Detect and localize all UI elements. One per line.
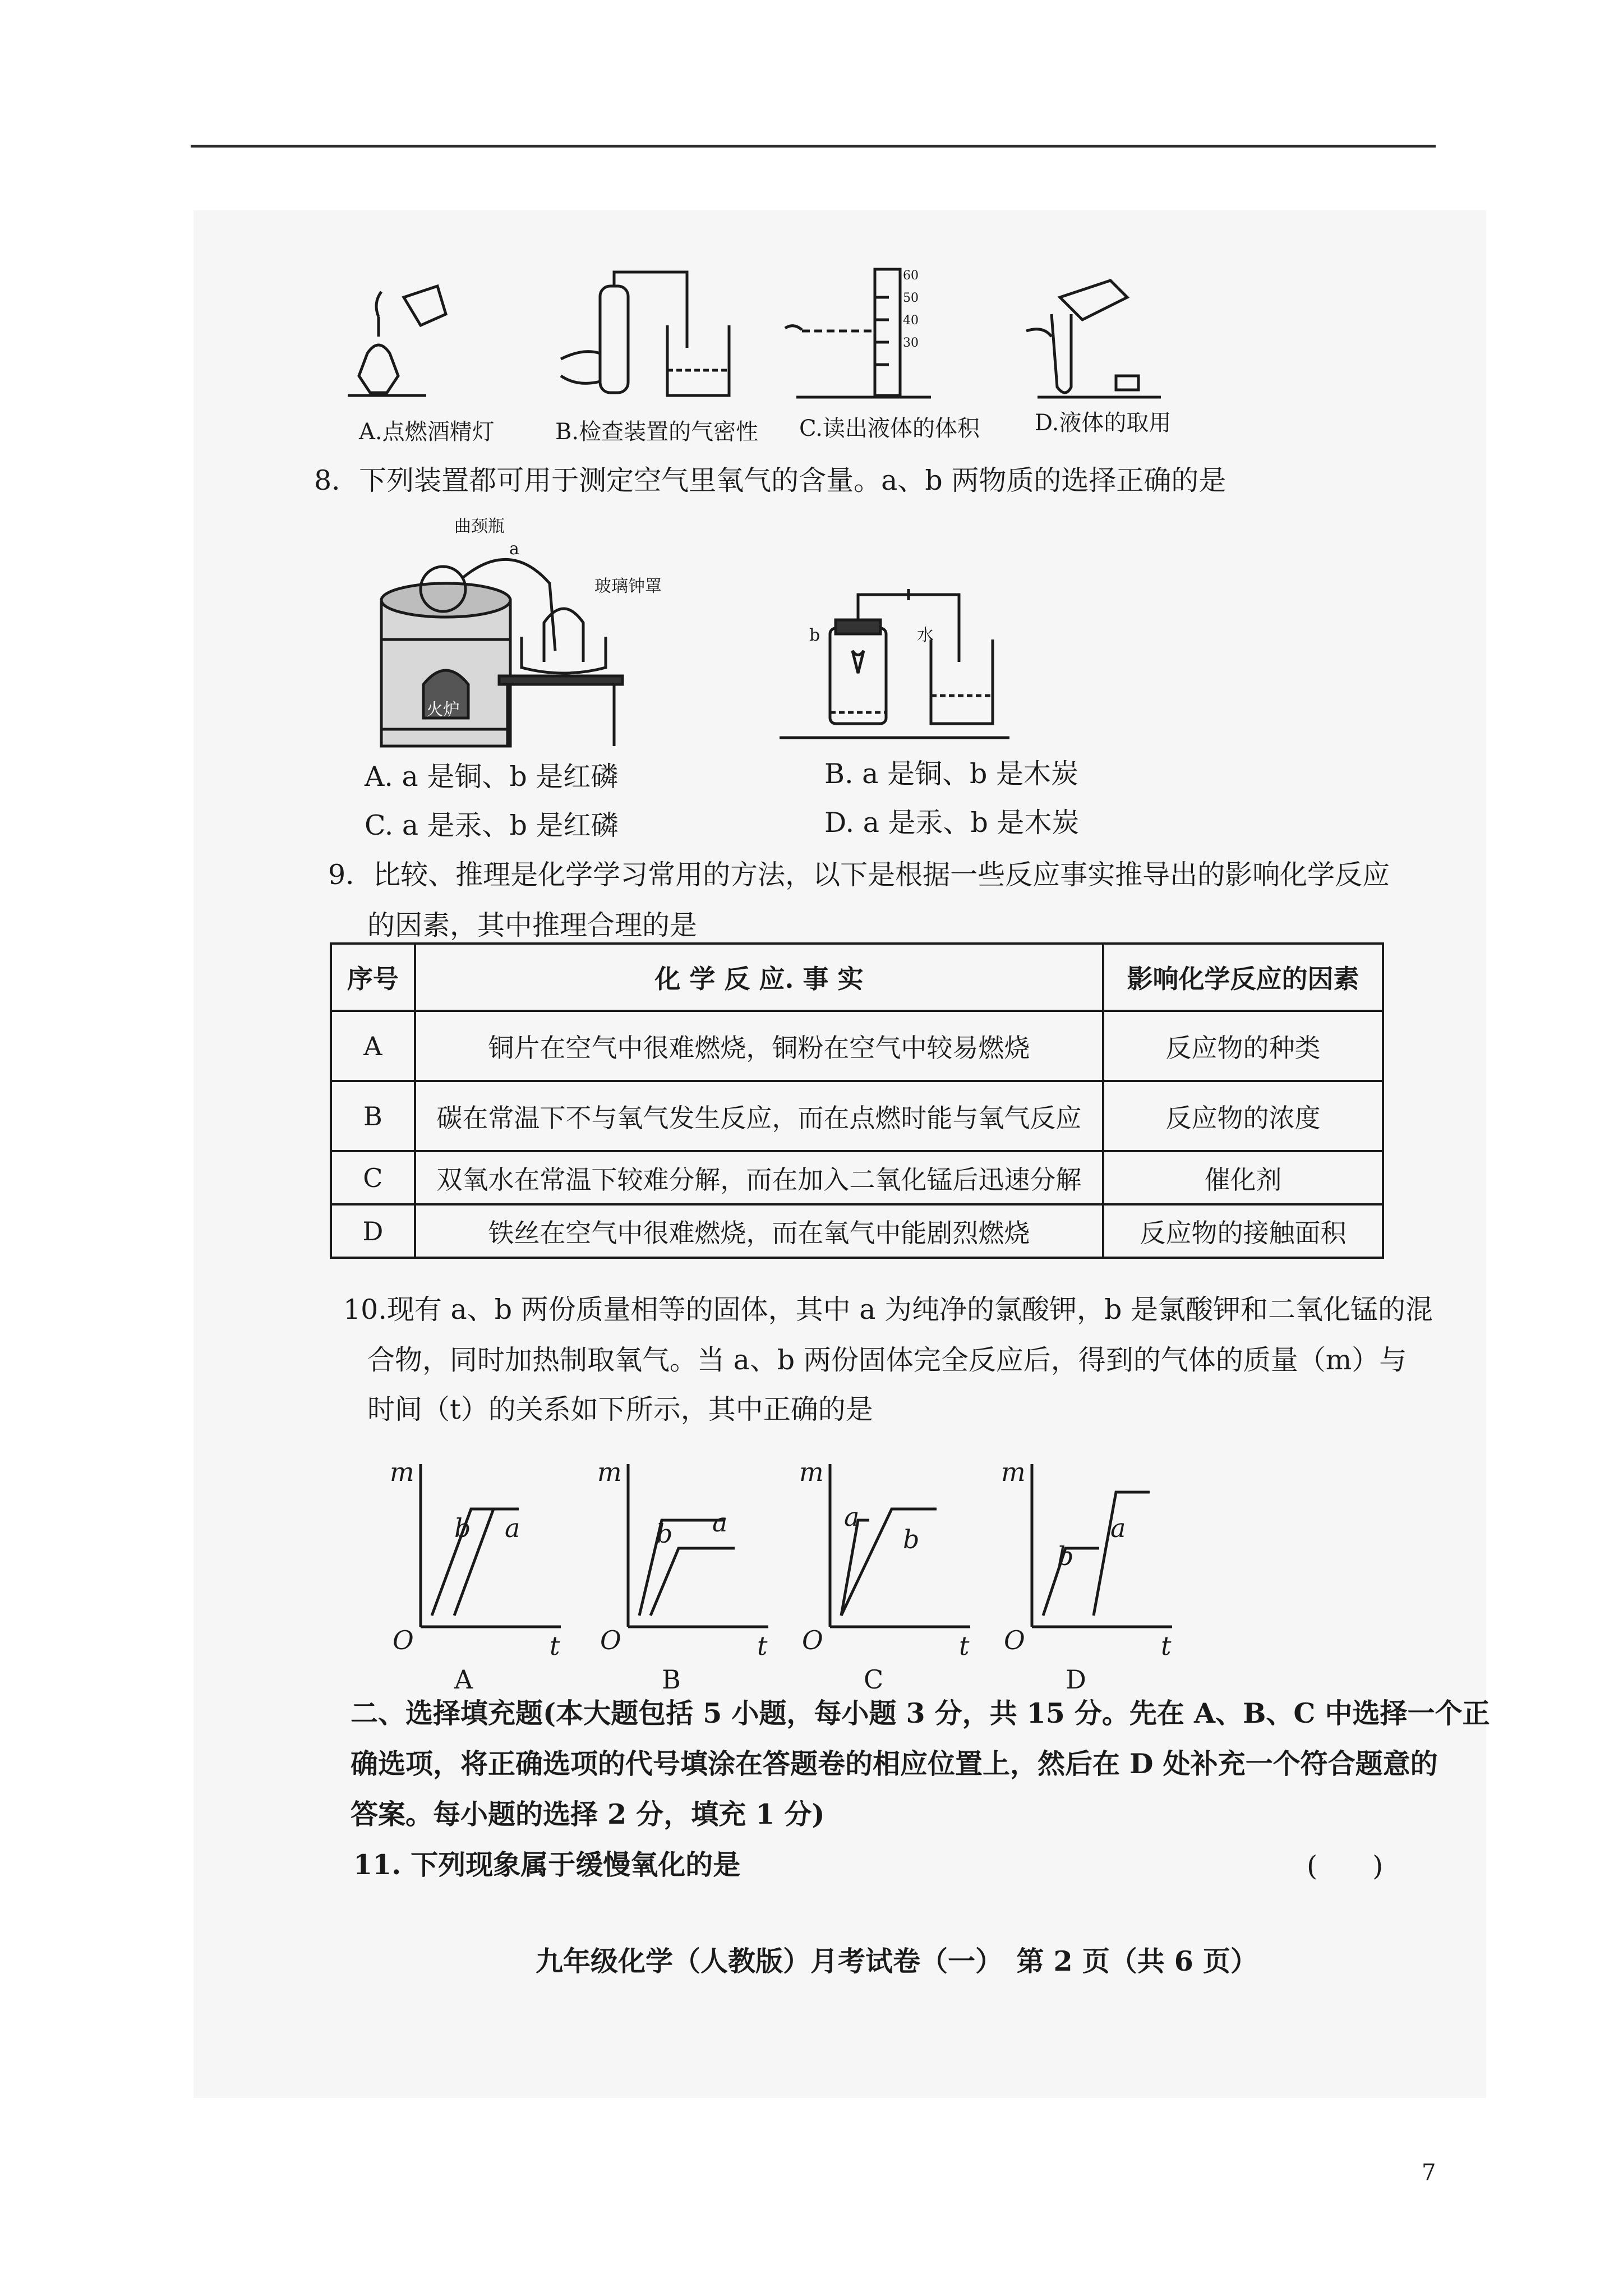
q8-option-a: A. a 是铜、b 是红磷 [365,761,619,793]
alcohol-lamp-icon [348,286,446,395]
answer-bracket: ( ) [1307,1850,1384,1882]
q10-line1: 10.现有 a、b 两份质量相等的固体，其中 a 为纯净的氯酸钾，b 是氯酸钾和二氧化锰的混 [343,1294,1433,1326]
y-axis-label: m [597,1457,622,1487]
row-fact: 铁丝在空气中很难燃烧，而在氧气中能剧烈燃烧 [415,1204,1103,1258]
row-index: A [331,1011,415,1081]
section2-line1: 二、选择填充题(本大题包括 5 小题，每小题 3 分，共 15 分。先在 A、B、C 中选择一个正 [351,1697,1490,1729]
q7-caption-b: B.检查装置的气密性 [555,419,759,445]
x-axis-label: t [757,1631,768,1661]
q11-stem: 11. 下列现象属于缓慢氧化的是 [353,1848,741,1881]
q8-stem: 8．下列装置都可用于测定空气里氧气的含量。a、b 两物质的选择正确的是 [314,464,1227,496]
q10-graphs [387,1447,1217,1694]
header-fact: 化 学 反 应. 事 实 [415,944,1103,1011]
label-a: a [509,539,519,559]
series-b-line [639,1520,723,1616]
row-fact: 双氧水在常温下较难分解，而在加入二氧化锰后迅速分解 [415,1151,1103,1204]
furnace-icon [381,583,510,746]
header-factor: 影响化学反应的因素 [1103,944,1383,1011]
origin-label: O [600,1625,621,1655]
q7-caption-c: C.读出液体的体积 [799,416,980,441]
label-bell-jar: 玻璃钟罩 [594,577,662,596]
graph-option-label: B [662,1664,681,1694]
q9-stem-line2: 的因素，其中推理合理的是 [367,909,698,941]
bell-jar-icon [499,609,623,746]
q8-option-d: D. a 是汞、b 是木炭 [824,807,1080,839]
q9-stem-line1: 9．比较、推理是化学学习常用的方法，以下是根据一些反应事实推导出的影响化学反应 [328,859,1390,891]
label-retort: 曲颈瓶 [454,517,505,536]
series-b-label: b [656,1519,673,1549]
series-a-label: a [1110,1513,1126,1543]
q7-caption-a: A.点燃酒精灯 [359,419,495,445]
table-row [331,1151,1383,1204]
series-a-line [651,1548,735,1616]
cylinder-tick: 40 [903,314,919,328]
header-index: 序号 [331,944,415,1011]
x-axis-label: t [1161,1631,1172,1661]
section2-line2: 确选项，将正确选项的代号填涂在答题卷的相应位置上，然后在 D 处补充一个符合题意的 [351,1747,1438,1780]
cylinder-tick: 60 [903,269,919,283]
graph-option-label: D [1066,1664,1086,1694]
page-number: 7 [1422,2160,1436,2185]
q8-option-b: B. a 是铜、b 是木炭 [824,758,1078,790]
q10-line3: 时间（t）的关系如下所示，其中正确的是 [367,1393,873,1425]
q10-line2: 合物，同时加热制取氧气。当 a、b 两份固体完全反应后，得到的气体的质量（m）与 [367,1344,1407,1376]
series-b-label: b [454,1513,471,1543]
table-row [331,1011,1383,1081]
q7-apparatus-figures [336,264,1211,404]
q7-caption-d: D.液体的取用 [1035,410,1172,436]
origin-label: O [1004,1625,1025,1655]
cylinder-tick: 50 [903,291,919,305]
x-axis-label: t [550,1631,560,1661]
graduated-cylinder-icon [785,269,931,397]
row-index: B [331,1081,415,1151]
row-factor: 催化剂 [1103,1151,1383,1204]
graph-option-label: C [864,1664,884,1694]
q8-option-c: C. a 是汞、b 是红磷 [365,809,619,841]
y-axis-label: m [799,1457,824,1487]
row-factor: 反应物的浓度 [1103,1081,1383,1151]
x-axis-label: t [959,1631,970,1661]
graph-option-label: A [454,1664,473,1694]
row-fact: 铜片在空气中很难燃烧，铜粉在空气中较易燃烧 [415,1011,1103,1081]
section2-line3: 答案。每小题的选择 2 分，填充 1 分) [351,1798,825,1830]
gas-collecting-jar-icon [780,589,1009,738]
row-index: D [331,1204,415,1258]
row-factor: 反应物的接触面积 [1103,1204,1383,1258]
series-a-label: a [505,1513,520,1543]
cylinder-tick: 30 [903,336,919,350]
series-a-line [1094,1492,1150,1616]
y-axis-label: m [390,1457,414,1487]
table-row [331,1081,1383,1151]
row-index: C [331,1151,415,1204]
origin-label: O [802,1625,823,1655]
series-b-label: b [1057,1541,1074,1571]
row-fact: 碳在常温下不与氧气发生反应，而在点燃时能与氧气反应 [415,1081,1103,1151]
table-row [331,1204,1383,1258]
series-b-label: b [903,1524,920,1554]
label-water: 水 [917,625,934,645]
label-b: b [809,625,820,645]
label-furnace: 火炉 [426,700,460,720]
top-rule [191,145,1436,148]
series-a-label: a [712,1507,728,1538]
q8-apparatus-figures [370,516,1077,752]
reaction-facts-table [330,942,1384,1259]
liquid-pouring-icon [1026,280,1161,397]
airtightness-check-icon [561,272,729,395]
page-footer: 九年级化学（人教版）月考试卷（一） 第 2 页（共 6 页） [536,1945,1258,1977]
series-a-label: a [844,1502,860,1532]
origin-label: O [393,1625,414,1655]
row-factor: 反应物的种类 [1103,1011,1383,1081]
table-header-row [331,944,1383,1011]
y-axis-label: m [1001,1457,1026,1487]
